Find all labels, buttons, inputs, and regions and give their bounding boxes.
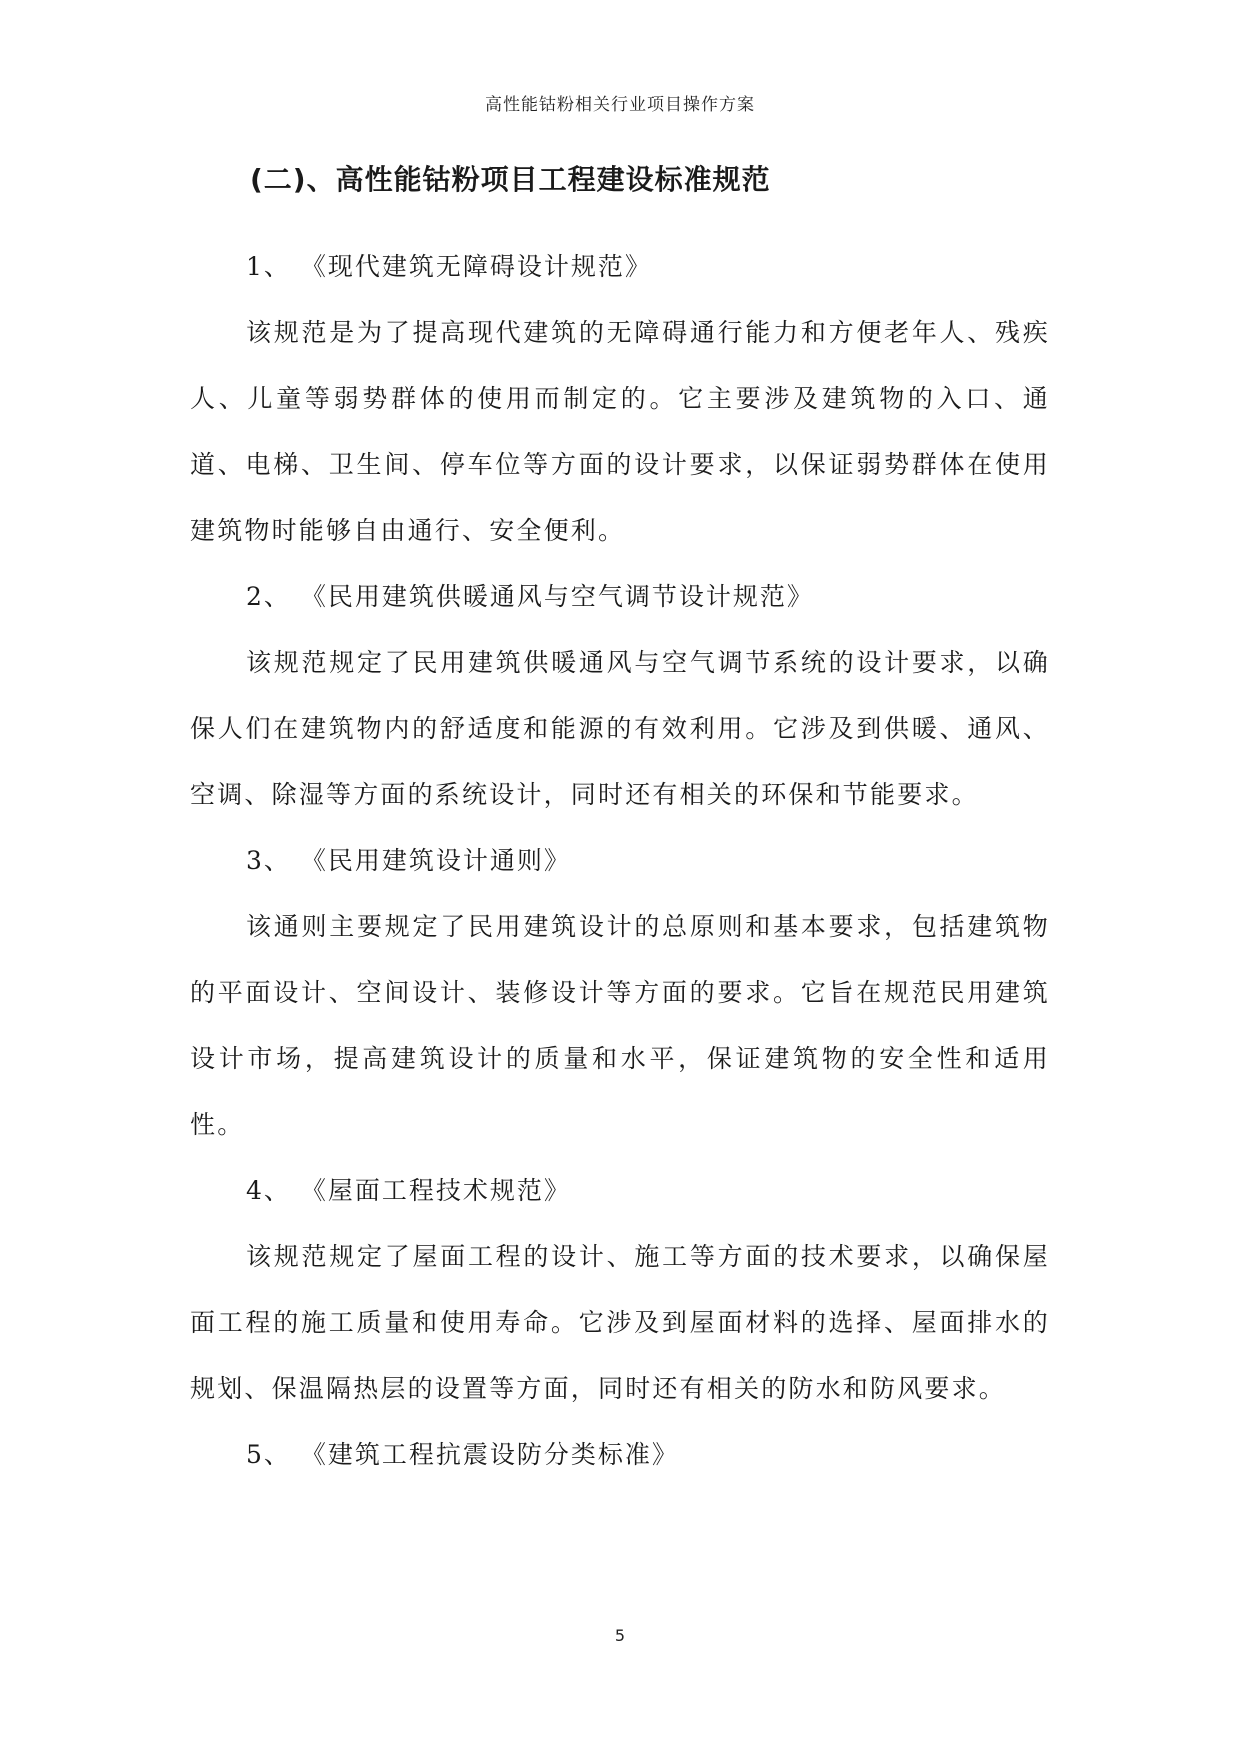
item-title-5: 5、 《建筑工程抗震设防分类标准》	[246, 1440, 679, 1469]
page-number: 5	[614, 1626, 626, 1645]
item-paragraph-4: 该规范规定了屋面工程的设计、施工等方面的技术要求，以确保屋面工程的施工质量和使用寿命。它涉及到屋面材料的选择、屋面排水的规划、保温隔热层的设置等方面，同时还有相关的防水和防风要求。	[190, 1242, 1050, 1403]
section-title: (二)、高性能钴粉项目工程建设标准规范	[250, 163, 771, 196]
item-title-2: 2、 《民用建筑供暖通风与空气调节设计规范》	[246, 582, 814, 611]
document-body	[190, 160, 1050, 1488]
item-paragraph-1: 该规范是为了提高现代建筑的无障碍通行能力和方便老年人、残疾人、儿童等弱势群体的使用而制定的。它主要涉及建筑物的入口、通道、电梯、卫生间、停车位等方面的设计要求，以保证弱势群体在使用建筑物时能够自由通行、安全便利。	[190, 318, 1050, 545]
running-header: 高性能钴粉相关行业项目操作方案	[485, 95, 755, 115]
item-title-1: 1、 《现代建筑无障碍设计规范》	[246, 252, 652, 281]
item-paragraph-3: 该通则主要规定了民用建筑设计的总原则和基本要求，包括建筑物的平面设计、空间设计、装修设计等方面的要求。它旨在规范民用建筑设计市场，提高建筑设计的质量和水平，保证建筑物的安全性和适用性。	[190, 912, 1050, 1139]
item-title-3: 3、 《民用建筑设计通则》	[246, 846, 571, 875]
item-title-4: 4、 《屋面工程技术规范》	[246, 1176, 571, 1205]
item-paragraph-2: 该规范规定了民用建筑供暖通风与空气调节系统的设计要求，以确保人们在建筑物内的舒适度和能源的有效利用。它涉及到供暖、通风、空调、除湿等方面的系统设计，同时还有相关的环保和节能要求。	[190, 648, 1050, 809]
